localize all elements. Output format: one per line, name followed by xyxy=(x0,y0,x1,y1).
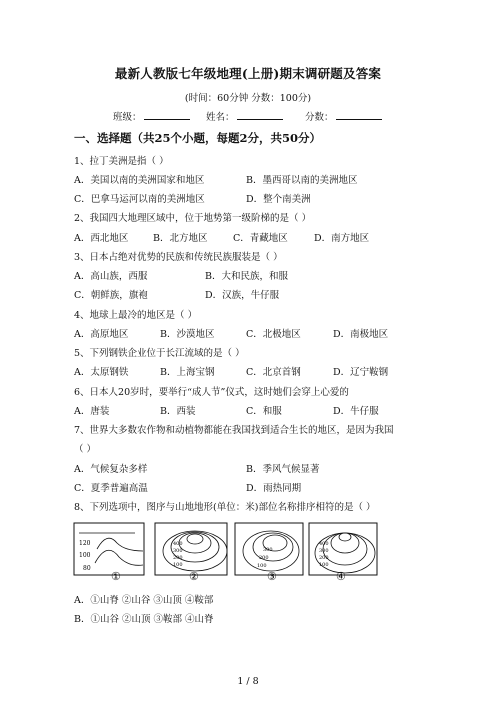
question-6-stem: 6、日本人20岁时，要举行“成人节”仪式，这时她们会穿上心爱的 xyxy=(74,387,349,398)
q4-option-a: A．高原地区 xyxy=(74,329,129,340)
map2-tick-300: 300 xyxy=(173,548,183,554)
contour-map-2 xyxy=(155,523,227,575)
map-label-4: ④ xyxy=(336,570,346,583)
q7-option-d: D．雨热同期 xyxy=(246,483,302,494)
q2-option-a: A．西北地区 xyxy=(74,233,129,244)
page-title: 最新人教版七年级地理(上册)期末调研题及答案 xyxy=(114,66,382,81)
q8-option-b: B．①山谷 ②山顶 ③鞍部 ④山脊 xyxy=(74,614,214,625)
contour-map-4 xyxy=(309,523,377,575)
q3-option-d: D．汉族，牛仔服 xyxy=(205,290,280,301)
q5-option-c: C．北京首钢 xyxy=(246,367,301,378)
map1-tick-80: 80 xyxy=(83,565,91,572)
map3-tick-300: 300 xyxy=(263,547,273,553)
q2-option-b: B．北方地区 xyxy=(153,233,208,244)
question-7-stem: 7、世界大多数农作物和动植物都能在我国找到适合生长的地区，是因为我国 xyxy=(74,425,394,436)
map1-tick-120: 120 xyxy=(79,540,91,547)
q4-option-d: D．南极地区 xyxy=(333,329,389,340)
q3-option-b: B．大和民族，和服 xyxy=(205,271,288,282)
question-3-stem: 3、日本占绝对优势的民族和传统民族服装是（ ） xyxy=(74,252,283,263)
q6-option-d: D．牛仔服 xyxy=(333,406,379,417)
q6-option-b: B．西装 xyxy=(160,406,196,417)
class-blank xyxy=(144,110,190,120)
q6-option-a: A．唐装 xyxy=(74,406,110,417)
q4-option-b: B．沙漠地区 xyxy=(160,329,215,340)
q1-option-a: A．美国以南的美洲国家和地区 xyxy=(74,175,205,186)
page-number: 1 / 8 xyxy=(237,676,259,687)
q5-option-b: B．上海宝钢 xyxy=(160,367,215,378)
q3-option-c: C．朝鲜族，旗袍 xyxy=(74,290,148,301)
section-title: 一、选择题（共25个小题，每题2分，共50分） xyxy=(74,131,322,145)
q7-option-a: A．气候复杂多样 xyxy=(74,464,148,475)
question-8-stem: 8、下列选项中，图序与山地地形(单位：米)部位名称排序相符的是（ ） xyxy=(74,502,376,513)
question-7-stem-cont: （ ） xyxy=(74,444,97,455)
q5-option-d: D．辽宁鞍钢 xyxy=(333,367,389,378)
map2-tick-100: 100 xyxy=(173,562,183,568)
q8-option-a: A．①山脊 ②山谷 ③山顶 ④鞍部 xyxy=(74,595,214,606)
q7-option-c: C．夏季普遍高温 xyxy=(74,483,148,494)
q6-option-c: C．和服 xyxy=(246,406,282,417)
map4-tick-100: 100 xyxy=(319,562,329,568)
map1-tick-100: 100 xyxy=(79,552,91,559)
exam-info: (时间：60分钟 分数：100分) xyxy=(184,93,312,104)
q1-option-c: C．巴拿马运河以南的美洲地区 xyxy=(74,194,205,205)
map3-tick-200: 200 xyxy=(259,555,269,561)
map2-tick-200: 200 xyxy=(173,555,183,561)
map2-tick-400: 400 xyxy=(173,541,183,547)
name-label: 姓名： xyxy=(206,112,235,123)
map4-tick-400: 400 xyxy=(319,541,329,547)
map-label-2: ② xyxy=(189,570,199,583)
q5-option-a: A．太原钢铁 xyxy=(74,367,129,378)
question-2-stem: 2、我国四大地理区域中，位于地势第一级阶梯的是（ ） xyxy=(74,213,312,224)
contour-maps-figure xyxy=(73,521,379,577)
q1-option-d: D．整个南美洲 xyxy=(246,194,311,205)
map3-tick-100: 100 xyxy=(257,563,267,569)
question-4-stem: 4、地球上最冷的地区是（ ） xyxy=(74,310,198,321)
map-label-1: ① xyxy=(111,570,121,583)
name-blank xyxy=(237,110,283,120)
score-field xyxy=(305,109,382,123)
q3-option-a: A．高山族，西服 xyxy=(74,271,148,282)
q1-option-b: B．墨西哥以南的美洲地区 xyxy=(246,175,358,186)
q2-option-d: D．南方地区 xyxy=(314,233,370,244)
contour-map-3 xyxy=(235,523,303,575)
question-1-stem: 1、拉丁美洲是指（ ） xyxy=(74,156,169,167)
question-5-stem: 5、下列钢铁企业位于长江流域的是（ ） xyxy=(74,348,245,359)
contour-map-1 xyxy=(74,523,144,575)
score-label: 分数： xyxy=(305,112,334,123)
q7-option-b: B．季风气候显著 xyxy=(246,464,320,475)
name-field xyxy=(206,109,283,123)
class-field xyxy=(113,109,190,123)
class-label: 班级： xyxy=(113,112,142,123)
map4-tick-200: 200 xyxy=(319,555,329,561)
map-label-3: ③ xyxy=(267,570,277,583)
map4-tick-300: 300 xyxy=(319,548,329,554)
q2-option-c: C．青藏地区 xyxy=(233,233,288,244)
q4-option-c: C．北极地区 xyxy=(246,329,301,340)
score-blank xyxy=(336,110,382,120)
